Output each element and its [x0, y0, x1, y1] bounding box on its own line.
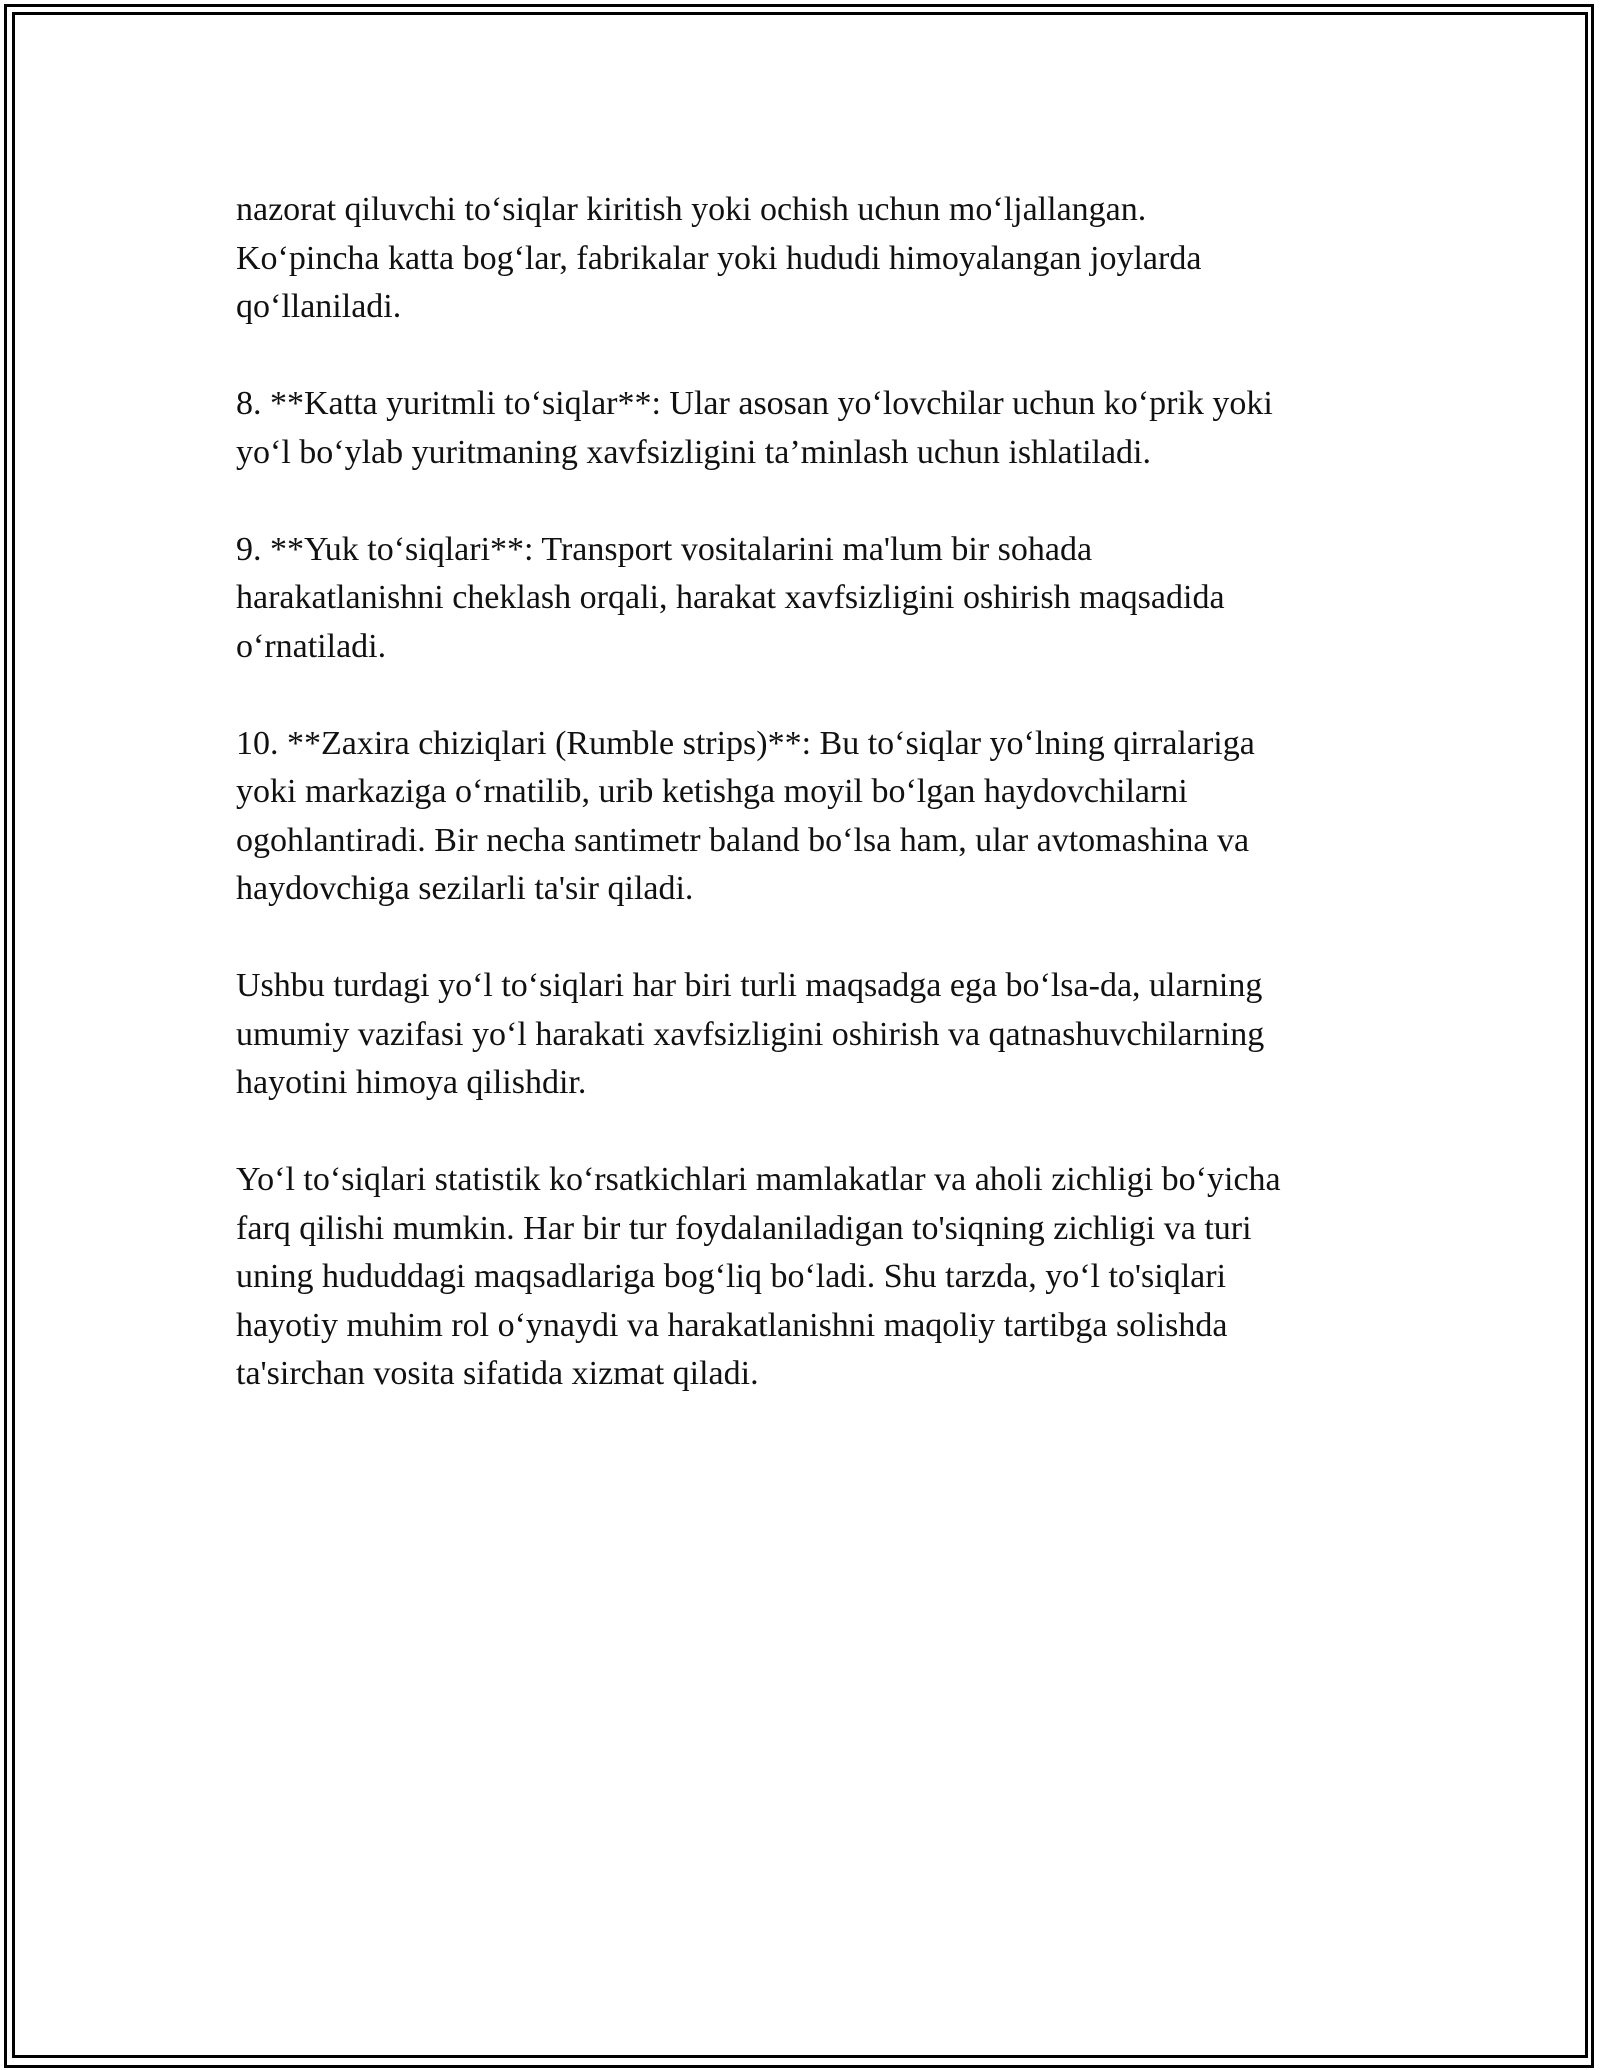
- paragraph-item-8: 8. **Katta yuritmli to‘siqlar**: Ular asosan yo‘lovchilar uchun ko‘prik yoki yo‘l bo‘ylab yuritmaning xavfsizligini ta’minlash uchun ishlatiladi.: [236, 385, 1273, 471]
- paragraph-summary: Ushbu turdagi yo‘l to‘siqlari har biri turli maqsadga ega bo‘lsa-da, ularning umumiy vazifasi yo‘l harakati xavfsizligini oshirish va qatnashuvchilarning hayotini himoya qilishdir.: [236, 967, 1265, 1101]
- paragraph-item-9: 9. **Yuk to‘siqlari**: Transport vositalarini ma'lum bir sohada harakatlanishni cheklash orqali, harakat xavfsizligini oshirish maqsadida o‘rnatiladi.: [236, 530, 1225, 665]
- paragraph-item-10: 10. **Zaxira chiziqlari (Rumble strips)**: Bu to‘siqlar yo‘lning qirralariga yoki markaziga o‘rnatilib, urib ketishga moyil bo‘lgan haydovchilarni ogohlantiradi. Bir necha santimetr baland bo‘lsa ham, ular avtomashina va haydovchiga sezilarli ta'sir qiladi.: [236, 724, 1255, 907]
- paragraph-statistics: Yo‘l to‘siqlari statistik ko‘rsatkichlari mamlakatlar va aholi zichligi bo‘yicha farq qilishi mumkin. Har bir tur foydalaniladigan to'siqning zichligi va turi uning hududdagi maqsadlariga bog‘liq bo‘ladi. Shu tarzda, yo‘l to'siqlari hayotiy muhim rol o‘ynaydi va harakatlanishni maqoliy tartibga solishda ta'sirchan vosita sifatida xizmat qiladi.: [236, 1161, 1281, 1392]
- paragraph-gate-barriers: nazorat qiluvchi to‘siqlar kiritish yoki ochish uchun mo‘ljallangan. Ko‘pincha katta bog‘lar, fabrikalar yoki hududi himoyalangan joylarda qo‘llaniladi.: [236, 191, 1202, 325]
- document-body: [236, 186, 1396, 1447]
